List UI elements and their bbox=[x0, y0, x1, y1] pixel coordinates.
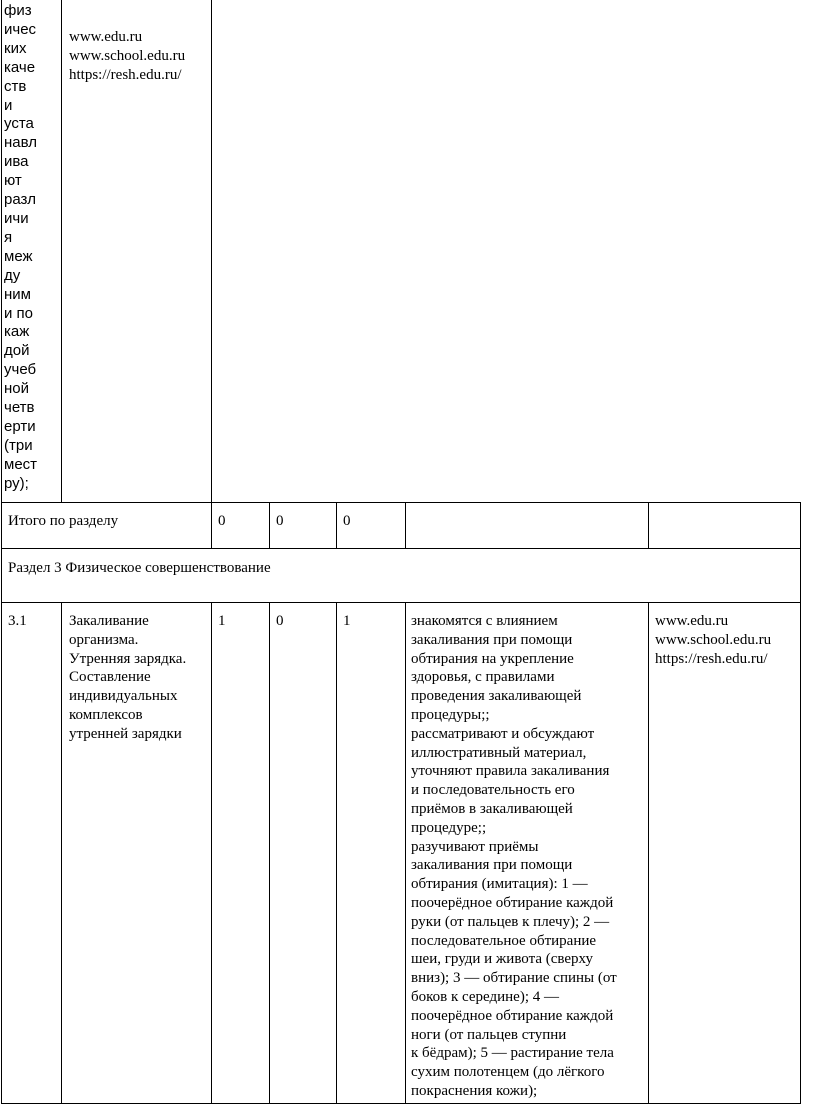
topic-line: индивидуальных bbox=[69, 688, 178, 705]
total-hours-control: 0 bbox=[276, 513, 284, 529]
activity-line: разучивают приёмы bbox=[411, 838, 539, 855]
activity-line: ких bbox=[4, 39, 27, 57]
activity-line: руки (от пальцев к плечу); 2 — bbox=[411, 913, 610, 930]
row-divider-2 bbox=[1, 548, 801, 549]
activity-line: ноги (от пальцев ступни bbox=[411, 1026, 567, 1043]
activity-line: ной bbox=[4, 380, 30, 398]
continuation-resources bbox=[69, 28, 185, 84]
activity-line: (три bbox=[4, 436, 33, 454]
resource-link: https://resh.edu.ru/ bbox=[655, 650, 768, 667]
activity-line: поочерёдное обтирание каждой bbox=[411, 1007, 614, 1024]
activity-line: поочерёдное обтирание каждой bbox=[411, 894, 614, 911]
row-divider-4 bbox=[1, 1103, 801, 1104]
row-activity-description bbox=[411, 612, 617, 1101]
total-hours-total: 0 bbox=[218, 513, 226, 529]
activity-line: ств bbox=[4, 77, 27, 95]
activity-line: каче bbox=[4, 58, 36, 76]
border-right-bottom bbox=[800, 502, 801, 1104]
activity-line: закаливания при помощи bbox=[411, 857, 573, 874]
activity-line: здоровья, с правилами bbox=[411, 669, 555, 686]
border-left-bottom bbox=[1, 502, 2, 1104]
row-hours-control: 0 bbox=[276, 613, 284, 629]
activity-line: ерти bbox=[4, 417, 36, 435]
row31-col-e bbox=[405, 602, 406, 1104]
activity-line: закаливания при помощи bbox=[411, 631, 573, 648]
topic-line: утренней зарядки bbox=[69, 725, 182, 742]
section-title: Раздел 3 Физическое совершенствование bbox=[8, 560, 271, 576]
activity-line: обтирания (имитация): 1 — bbox=[411, 876, 588, 893]
activity-line: ива bbox=[4, 153, 29, 171]
total-label: Итого по разделу bbox=[8, 513, 119, 529]
activity-line: боков к середине); 4 — bbox=[411, 988, 559, 1005]
topic-line: Составление bbox=[69, 669, 151, 686]
resource-link: www.edu.ru bbox=[69, 29, 143, 45]
activity-line: сухим полотенцем (до лёгкого bbox=[411, 1064, 605, 1081]
topic-line: Закаливание bbox=[69, 613, 149, 629]
activity-line: последовательное обтирание bbox=[411, 932, 597, 949]
activity-line: и последовательность его bbox=[411, 782, 575, 799]
activity-line: ют bbox=[4, 172, 22, 190]
row-divider-3 bbox=[1, 602, 801, 603]
row-topic bbox=[69, 612, 186, 744]
activity-line: дой bbox=[4, 342, 30, 360]
total-col-c bbox=[336, 502, 337, 548]
activity-line: иллюстративный материал, bbox=[411, 744, 587, 761]
activity-line: уста bbox=[4, 115, 34, 133]
row-hours-total: 1 bbox=[218, 613, 226, 629]
activity-line: ним bbox=[4, 285, 31, 303]
activity-line: приёмов в закаливающей bbox=[411, 800, 573, 817]
resource-link: www.school.edu.ru bbox=[655, 631, 772, 648]
row-hours-practice: 1 bbox=[343, 613, 351, 629]
row-divider-1 bbox=[1, 502, 801, 503]
row31-col-b bbox=[211, 602, 212, 1104]
total-col-d bbox=[405, 502, 406, 548]
row31-col-a bbox=[61, 602, 62, 1104]
topic-line: Утренняя зарядка. bbox=[69, 650, 187, 667]
row31-col-d bbox=[336, 602, 337, 1104]
activity-line: навл bbox=[4, 134, 38, 152]
border-top-col1 bbox=[61, 0, 62, 502]
border-top-col2 bbox=[211, 0, 212, 502]
border-left-top bbox=[1, 0, 2, 502]
continuation-activity-text bbox=[4, 2, 37, 494]
activity-line: каж bbox=[4, 323, 30, 341]
activity-line: ичес bbox=[4, 20, 37, 38]
activity-line: и bbox=[4, 96, 13, 114]
row31-col-c bbox=[269, 602, 270, 1104]
activity-line: обтирания на укрепление bbox=[411, 650, 574, 667]
activity-line: вниз); 3 — обтирание спины (от bbox=[411, 970, 617, 987]
activity-line: к бёдрам); 5 — растирание тела bbox=[411, 1045, 614, 1062]
row-number: 3.1 bbox=[8, 613, 27, 629]
activity-line: знакомятся с влиянием bbox=[411, 613, 558, 629]
topic-line: организма. bbox=[69, 631, 139, 648]
activity-line: я bbox=[4, 228, 13, 246]
activity-line: покраснения кожи); bbox=[411, 1082, 538, 1099]
row31-col-f bbox=[648, 602, 649, 1104]
activity-line: ду bbox=[4, 266, 21, 284]
activity-line: ичи bbox=[4, 209, 29, 227]
activity-line: процедуре;; bbox=[411, 819, 487, 836]
total-col-e bbox=[648, 502, 649, 548]
activity-line: ру); bbox=[4, 474, 29, 492]
activity-line: уточняют правила закаливания bbox=[411, 763, 610, 780]
activity-line: мест bbox=[4, 455, 38, 473]
activity-line: разл bbox=[4, 191, 36, 209]
activity-line: четв bbox=[4, 399, 35, 417]
activity-line: шеи, груди и живота (сверху bbox=[411, 951, 593, 968]
activity-line: физ bbox=[4, 2, 32, 19]
activity-line: меж bbox=[4, 247, 33, 265]
activity-line: учеб bbox=[4, 361, 37, 379]
resource-link: www.school.edu.ru bbox=[69, 47, 186, 64]
topic-line: комплексов bbox=[69, 706, 143, 723]
resource-link: www.edu.ru bbox=[655, 613, 729, 629]
activity-line: процедуры;; bbox=[411, 706, 490, 723]
total-col-a bbox=[211, 502, 212, 548]
activity-line: рассматривают и обсуждают bbox=[411, 725, 595, 742]
total-col-b bbox=[269, 502, 270, 548]
resource-link: https://resh.edu.ru/ bbox=[69, 66, 182, 83]
row-resources bbox=[655, 612, 771, 668]
activity-line: проведения закаливающей bbox=[411, 688, 582, 705]
total-hours-practice: 0 bbox=[343, 513, 351, 529]
activity-line: и по bbox=[4, 304, 34, 322]
